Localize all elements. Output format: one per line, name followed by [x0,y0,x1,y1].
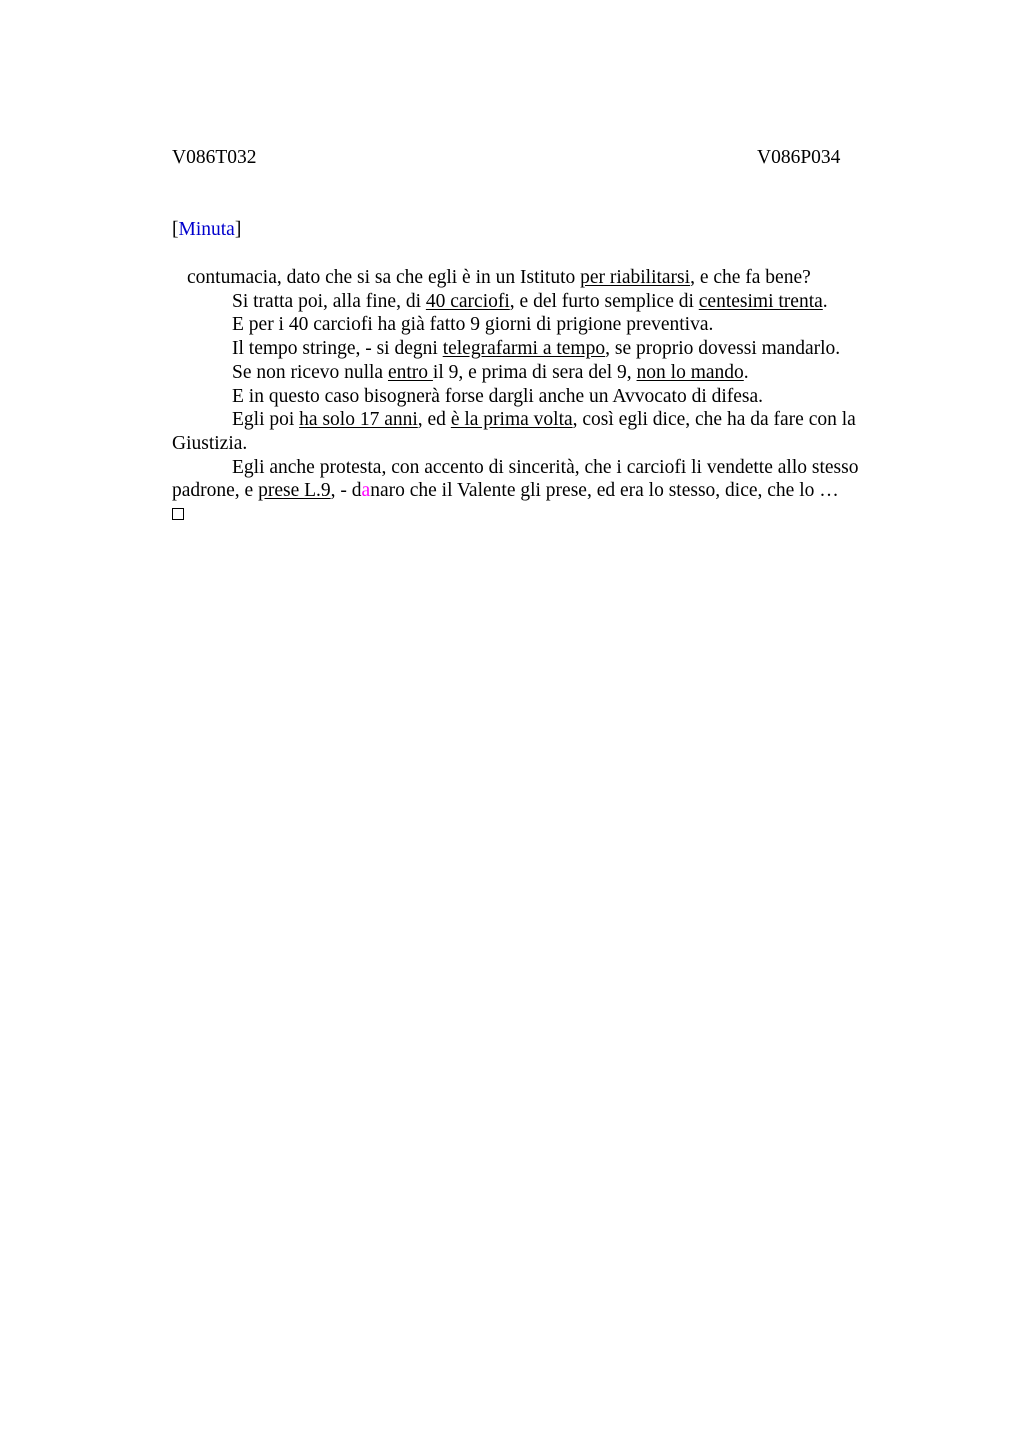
text-run: Egli anche protesta, con accento di sincerità, che i carciofi li vendette allo stesso padrone, e [172,456,859,502]
corrected-letter: a [361,480,371,502]
underlined-text: telegrafarmi a tempo [442,338,606,360]
underlined-text: entro [387,361,433,383]
end-marker [172,503,898,527]
paragraph-6 [172,385,898,409]
underlined-text: per riabilitarsi [580,267,691,288]
paragraph-7 [172,408,898,455]
paragraph-4 [172,337,898,361]
document-code-left: V086T032 [172,147,257,168]
underlined-text: non lo mando [636,361,744,383]
text-run: . [822,290,828,312]
text-run: Egli poi [232,409,300,431]
text-run: Il tempo stringe, - si degni [232,338,443,360]
section-label [172,218,241,242]
text-run: naro che il Valente gli prese, ed era lo stesso, dice, che lo … [370,480,839,502]
text-run: . [743,361,749,383]
empty-square-icon [172,508,184,520]
text-run: E in questo caso bisognerà forse dargli anche un Avvocato di difesa. [232,385,764,407]
paragraph-1 [172,266,898,290]
paragraph-2 [172,290,898,314]
text-run: il 9, e prima di sera del 9, [432,361,637,383]
bracket-open: [ [172,219,179,240]
paragraph-3 [172,313,898,337]
bracket-close: ] [234,219,242,240]
text-run: , ed [417,409,451,431]
text-run: , se proprio dovessi mandarlo. [605,338,841,360]
underlined-text: è la prima volta [450,409,573,431]
text-run: , e che fa bene? [690,267,811,288]
text-run: contumacia, dato che si sa che egli è in un Istituto [187,267,581,288]
text-run: Se non ricevo nulla [232,361,388,383]
text-run: , - d [330,480,362,502]
text-run: Si tratta poi, alla fine, di [232,290,426,312]
text-run: , così egli dice, che ha da fare con la Giustizia. [172,409,856,454]
text-run: , e del furto semplice di [509,290,699,312]
underlined-text: prese L.9 [258,480,331,502]
document-code-right: V086P034 [757,147,841,168]
paragraph-5 [172,361,898,385]
underlined-text: ha solo 17 anni [299,409,418,431]
underlined-text: 40 carciofi [425,290,510,312]
section-label-text: Minuta [178,219,235,240]
letter-body [172,266,898,527]
text-run: E per i 40 carciofi ha già fatto 9 giorni di prigione preventiva. [232,314,714,336]
paragraph-8 [172,456,898,503]
underlined-text: centesimi trenta [698,290,823,312]
